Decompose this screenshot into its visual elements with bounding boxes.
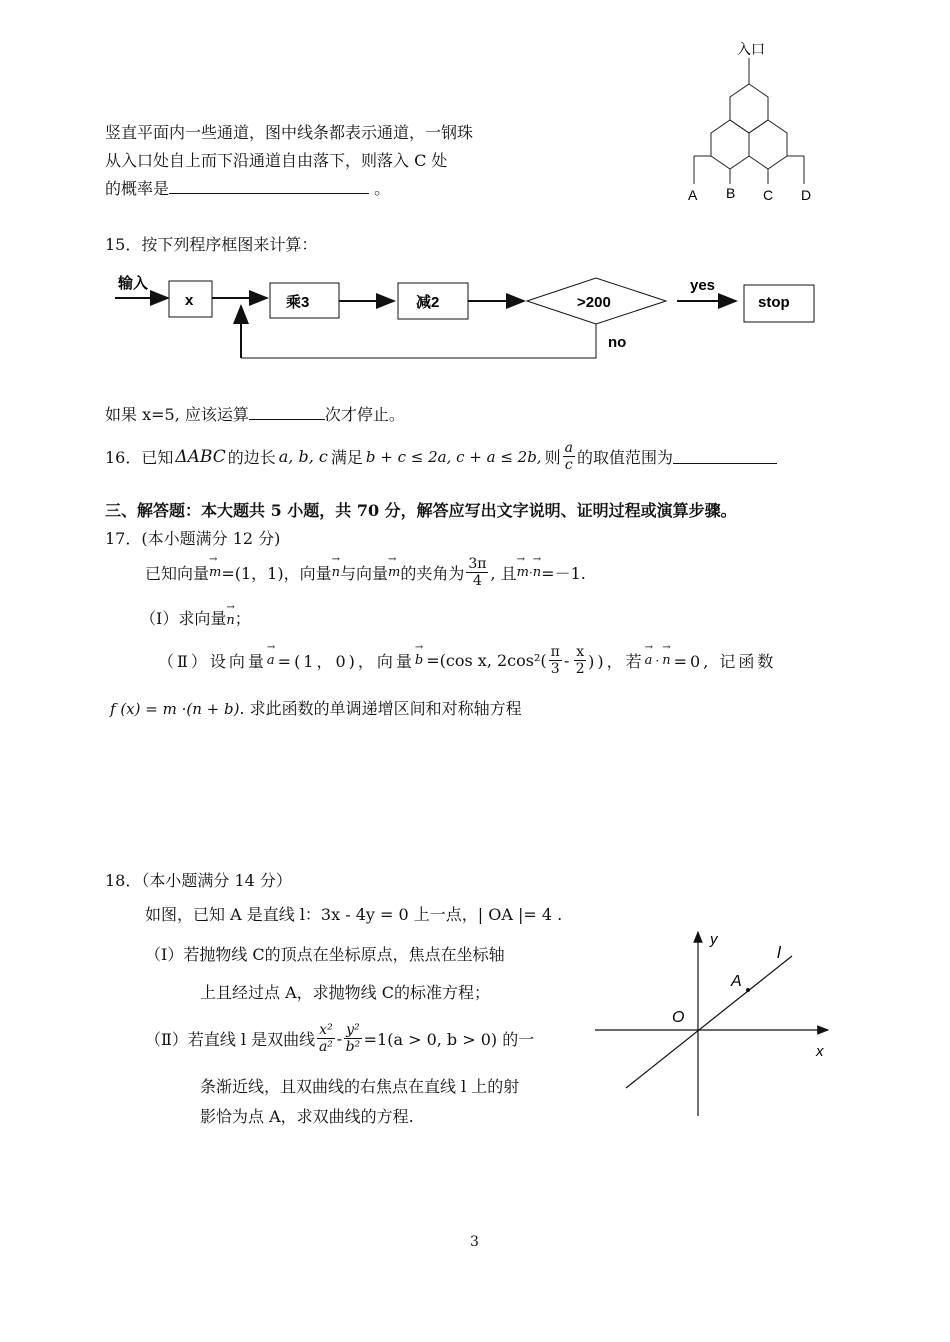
q17-p2c: =(cos x, 2cos²( — [426, 651, 547, 670]
vector-m-2: → m — [388, 565, 400, 580]
q17-p2f: . 求此函数的单调递增区间和对称轴方程 — [239, 699, 522, 718]
q14-line2: 从入口处自上而下沿通道自由落下，则落入 C 处 — [105, 151, 448, 170]
line-l-label: l — [777, 943, 781, 962]
point-a — [746, 988, 750, 992]
exit-c: C — [763, 187, 774, 203]
y2: y² — [346, 1022, 360, 1038]
q16-triangle: ΔABC — [175, 446, 226, 467]
q15-title: 15．按下列程序框图来计算： — [105, 235, 318, 254]
y-axis-label: y — [710, 931, 718, 948]
q16-prefix: 16．已知 — [105, 448, 174, 467]
entrance-label: 入口 — [737, 41, 765, 57]
angle-fraction — [466, 556, 488, 589]
q16-suffix: 的取值范围为 — [576, 448, 673, 467]
q17-part2: （Ⅱ）设向量 → a =(1，0)，向量 → b =(cos x, 2cos²( $\frac{\pi}{3}$ - $\frac{x}{2}$ ))，若 → a · → n =0, 记函数 — [158, 644, 776, 677]
b2: b² — [345, 1039, 361, 1055]
vector-a-2: → a — [645, 653, 656, 668]
origin-label: O — [672, 1009, 685, 1026]
vector-n-4: → n — [662, 653, 673, 668]
q17-p1: （Ⅰ）求向量 — [140, 609, 227, 628]
q18-p2b: =1(a > 0, b > 0) 的一 — [363, 1030, 535, 1049]
exit-b: B — [726, 185, 736, 201]
vector-n-2: → n — [533, 565, 541, 580]
vector-n-3: → n — [226, 613, 234, 628]
x2: x² — [319, 1022, 333, 1038]
q18-part2: （Ⅱ）若直线 l 是双曲线 $\frac{\text{x²}}{\text{a²}}$ - $\frac{\text{y²}}{\text{b²}}$ =1(a > 0, b > 0) 的一 — [145, 1022, 535, 1055]
q14-answer-blank — [169, 179, 369, 194]
q17-l1f: =－1. — [541, 564, 586, 583]
channel-diagram — [680, 36, 820, 208]
a2: a² — [318, 1039, 333, 1055]
vector-m-3: → m — [517, 565, 529, 580]
function-fx: f (x) = m ·(n + b) — [110, 700, 240, 718]
y2-over-b2 — [344, 1022, 362, 1055]
q14-line1: 竖直平面内一些通道，图中线条都表示通道，一钢珠 — [105, 123, 474, 142]
exit-a: A — [688, 187, 698, 203]
q16-frac-den: c — [564, 457, 573, 473]
q15-answer — [105, 402, 405, 425]
q17-p2e: =0, 记函数 — [673, 652, 777, 671]
x-axis-label: x — [816, 1043, 824, 1060]
page-number: 3 — [470, 1234, 479, 1250]
vector-b: → b — [415, 653, 426, 668]
q16-answer-blank — [673, 449, 777, 464]
angle-den: 4 — [472, 573, 482, 589]
angle-num: 3π — [468, 556, 487, 572]
pi-den: 3 — [550, 661, 560, 677]
q15-answer-prefix: 如果 x=5, 应该运算 — [105, 405, 249, 424]
decision-label: >200 — [577, 294, 611, 311]
q17-p2d: ))，若 — [588, 652, 645, 671]
box-multiply-label: 乘3 — [286, 294, 310, 311]
q14-line3 — [105, 176, 390, 199]
q16-sides: a, b, c — [278, 447, 328, 466]
flowchart — [110, 268, 830, 368]
q17-l1a: 已知向量 — [145, 564, 210, 583]
box-subtract-label: 减2 — [416, 294, 440, 311]
q15-answer-suffix: 次才停止。 — [324, 405, 405, 424]
x-num: x — [576, 644, 585, 660]
q17-l1e: , 且 — [490, 564, 517, 583]
yes-label: yes — [690, 277, 716, 294]
q18-line1: 如图，已知 A 是直线 l：3x - 4y = 0 上一点，| OA |= 4 . — [145, 905, 563, 924]
q16-condition: b + c ≤ 2a, c + a ≤ 2b, — [365, 447, 542, 466]
line-l — [626, 956, 792, 1088]
x-fraction — [574, 644, 586, 677]
x-den: 2 — [575, 661, 585, 677]
q18-p2a: （Ⅱ）若直线 l 是双曲线 — [145, 1030, 316, 1049]
vector-m: → m — [209, 565, 221, 580]
pi-num: π — [550, 644, 560, 660]
vector-n: → n — [332, 565, 340, 580]
q18-part2d: 影恰为点 A，求双曲线的方程. — [200, 1107, 414, 1126]
q16 — [105, 440, 777, 473]
q16-mid1: 的边长 — [227, 448, 276, 467]
box-x-label: x — [185, 292, 194, 309]
q16-mid3: 则 — [544, 448, 561, 467]
q17-header: 17．(本小题满分 12 分) — [105, 529, 281, 548]
q16-frac-num: a — [564, 440, 573, 456]
pi-fraction — [549, 644, 562, 677]
vector-a: → a — [267, 653, 278, 668]
q17-part1 — [140, 606, 251, 629]
q18-header: 18．（本小题满分 14 分） — [105, 871, 292, 890]
q17-minus: - — [563, 651, 573, 670]
q16-mid2: 满足 — [330, 448, 363, 467]
exit-d: D — [801, 187, 812, 203]
q14-line3-prefix: 的概率是 — [105, 179, 170, 198]
q16-fraction — [563, 440, 575, 473]
q17-l1b: =(1，1)，向量 — [221, 564, 332, 583]
x2-over-a2 — [317, 1022, 335, 1055]
q17-function — [110, 696, 522, 719]
q18-part1a: （Ⅰ）若抛物线 C的顶点在坐标原点，焦点在坐标轴 — [145, 945, 505, 964]
section3-heading: 三、解答题：本大题共 5 小题，共 70 分，解答应写出文字说明、证明过程或演算步骤。 — [105, 501, 737, 520]
stop-label: stop — [758, 294, 790, 311]
input-label: 输入 — [118, 275, 149, 292]
no-label: no — [608, 334, 627, 351]
q18-part1b: 上且经过点 A，求抛物线 C的标准方程； — [200, 983, 490, 1002]
q17-p2a: （Ⅱ）设向量 — [158, 652, 267, 671]
q15-answer-blank — [249, 405, 325, 420]
q14-line3-suffix: 。 — [374, 179, 391, 198]
point-a-label: A — [731, 973, 742, 990]
q17-l1c: 与向量 — [339, 564, 388, 583]
q17-l1d: 的夹角为 — [400, 564, 465, 583]
coordinate-figure — [590, 924, 840, 1124]
q17-line1: 已知向量 → m =(1，1)，向量 → n 与向量 → m 的夹角为 $\frac{3\pi}{4}$ , 且 → m · → n =－1. — [145, 556, 586, 589]
q17-p2b: =(1，0)，向量 — [277, 652, 415, 671]
q18-part2c: 条渐近线，且双曲线的右焦点在直线 l 上的射 — [200, 1077, 520, 1096]
q17-p1-end: ； — [234, 609, 251, 628]
